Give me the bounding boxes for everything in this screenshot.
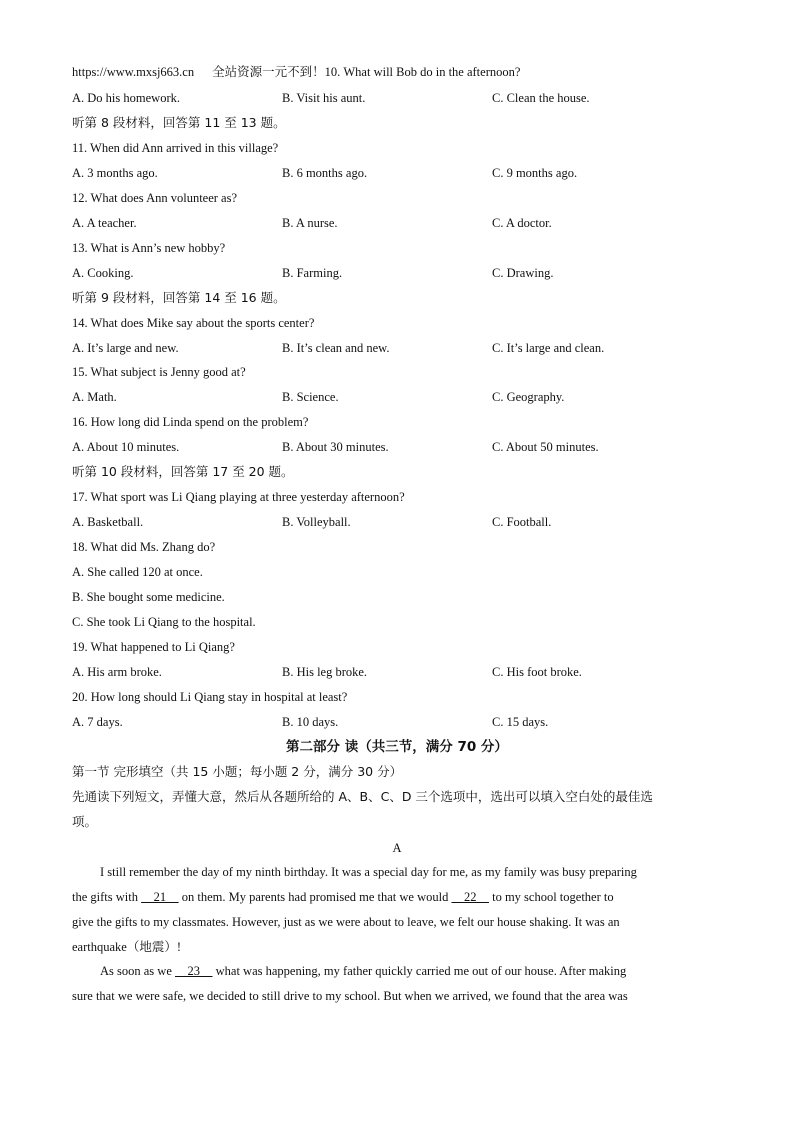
passage-line-6: sure that we were safe, we decided to still drive to my school. But when we arrived, we found that the area was xyxy=(72,989,628,1003)
q17-option-c: C. Football. xyxy=(492,515,552,529)
q15-option-a: A. Math. xyxy=(72,390,117,404)
q15-option-c: C. Geography. xyxy=(492,390,565,404)
q18-option-c: C. She took Li Qiang to the hospital. xyxy=(72,615,256,629)
q18-option-a: A. She called 120 at once. xyxy=(72,565,203,579)
instructions-line-1: 先通读下列短文，弄懂大意，然后从各题所给的 A、B、C、D 三个选项中，选出可以填入空白处的最佳选 xyxy=(72,789,653,804)
q13-option-c: C. Drawing. xyxy=(492,266,554,280)
q10-option-c: C. Clean the house. xyxy=(492,91,590,105)
question-10: 10. What will Bob do in the afternoon? xyxy=(324,65,521,79)
question-14: 14. What does Mike say about the sports center? xyxy=(72,316,315,330)
passage-label: A xyxy=(392,841,402,855)
q18-option-b: B. She bought some medicine. xyxy=(72,590,225,604)
q10-option-b: B. Visit his aunt. xyxy=(282,91,366,105)
section-8-instruction: 听第 8 段材料，回答第 11 至 13 题。 xyxy=(72,115,286,130)
question-12: 12. What does Ann volunteer as? xyxy=(72,191,238,205)
q14-option-c: C. It’s large and clean. xyxy=(492,341,605,355)
promo-text: 全站资源一元不到！ xyxy=(212,64,325,79)
question-11: 11. When did Ann arrived in this village? xyxy=(72,141,279,155)
question-13: 13. What is Ann’s new hobby? xyxy=(72,241,226,255)
q20-option-a: A. 7 days. xyxy=(72,715,123,729)
section-10-instruction: 听第 10 段材料，回答第 17 至 20 题。 xyxy=(72,464,294,479)
q17-option-a: A. Basketball. xyxy=(72,515,144,529)
passage-line-1: I still remember the day of my ninth birthday. It was a special day for me, as my family was busy preparing xyxy=(100,865,637,879)
passage-line-3: give the gifts to my classmates. However, just as we were about to leave, we felt our house shaking. It was an xyxy=(72,915,620,929)
question-16: 16. How long did Linda spend on the problem? xyxy=(72,415,309,429)
q14-option-b: B. It’s clean and new. xyxy=(282,341,390,355)
q19-option-c: C. His foot broke. xyxy=(492,665,582,679)
passage-text: what was happening, my father quickly carried me out of our house. After making xyxy=(212,964,627,978)
q13-option-b: B. Farming. xyxy=(282,266,343,280)
q19-option-b: B. His leg broke. xyxy=(282,665,368,679)
passage-line-5 xyxy=(72,963,750,979)
q16-option-b: B. About 30 minutes. xyxy=(282,440,389,454)
header-line xyxy=(72,64,520,80)
q11-option-b: B. 6 months ago. xyxy=(282,166,368,180)
passage-line-2 xyxy=(72,889,722,905)
q15-option-b: B. Science. xyxy=(282,390,339,404)
q12-option-a: A. A teacher. xyxy=(72,216,137,230)
blank-21: 21 xyxy=(141,890,179,904)
instructions-line-2: 项。 xyxy=(72,814,98,829)
passage-text: to my school together to xyxy=(488,890,614,904)
passage-text: the gifts with xyxy=(72,890,142,904)
q12-option-c: C. A doctor. xyxy=(492,216,552,230)
q10-option-a: A. Do his homework. xyxy=(72,91,180,105)
q13-option-a: A. Cooking. xyxy=(72,266,134,280)
q12-option-b: B. A nurse. xyxy=(282,216,338,230)
passage-text: As soon as we xyxy=(100,964,175,978)
q17-option-b: B. Volleyball. xyxy=(282,515,351,529)
q14-option-a: A. It’s large and new. xyxy=(72,341,179,355)
blank-23: 23 xyxy=(175,964,213,978)
q16-option-a: A. About 10 minutes. xyxy=(72,440,180,454)
passage-line-4: earthquake（地震）! xyxy=(72,940,181,954)
question-17: 17. What sport was Li Qiang playing at three yesterday afternoon? xyxy=(72,490,405,504)
passage-text: on them. My parents had promised me that we would xyxy=(178,890,452,904)
q11-option-c: C. 9 months ago. xyxy=(492,166,578,180)
question-19: 19. What happened to Li Qiang? xyxy=(72,640,235,654)
question-15: 15. What subject is Jenny good at? xyxy=(72,365,246,379)
question-20: 20. How long should Li Qiang stay in hospital at least? xyxy=(72,690,348,704)
section-9-instruction: 听第 9 段材料，回答第 14 至 16 题。 xyxy=(72,290,286,305)
q16-option-c: C. About 50 minutes. xyxy=(492,440,599,454)
q20-option-c: C. 15 days. xyxy=(492,715,549,729)
q20-option-b: B. 10 days. xyxy=(282,715,339,729)
part-2-title: 第二部分 读（共三节，满分 70 分） xyxy=(286,739,508,755)
q11-option-a: A. 3 months ago. xyxy=(72,166,158,180)
question-18: 18. What did Ms. Zhang do? xyxy=(72,540,216,554)
blank-22: 22 xyxy=(451,890,489,904)
source-url: https://www.mxsj663.cn xyxy=(72,65,195,79)
section-1-title: 第一节 完形填空（共 15 小题；每小题 2 分，满分 30 分） xyxy=(72,764,403,779)
q19-option-a: A. His arm broke. xyxy=(72,665,162,679)
